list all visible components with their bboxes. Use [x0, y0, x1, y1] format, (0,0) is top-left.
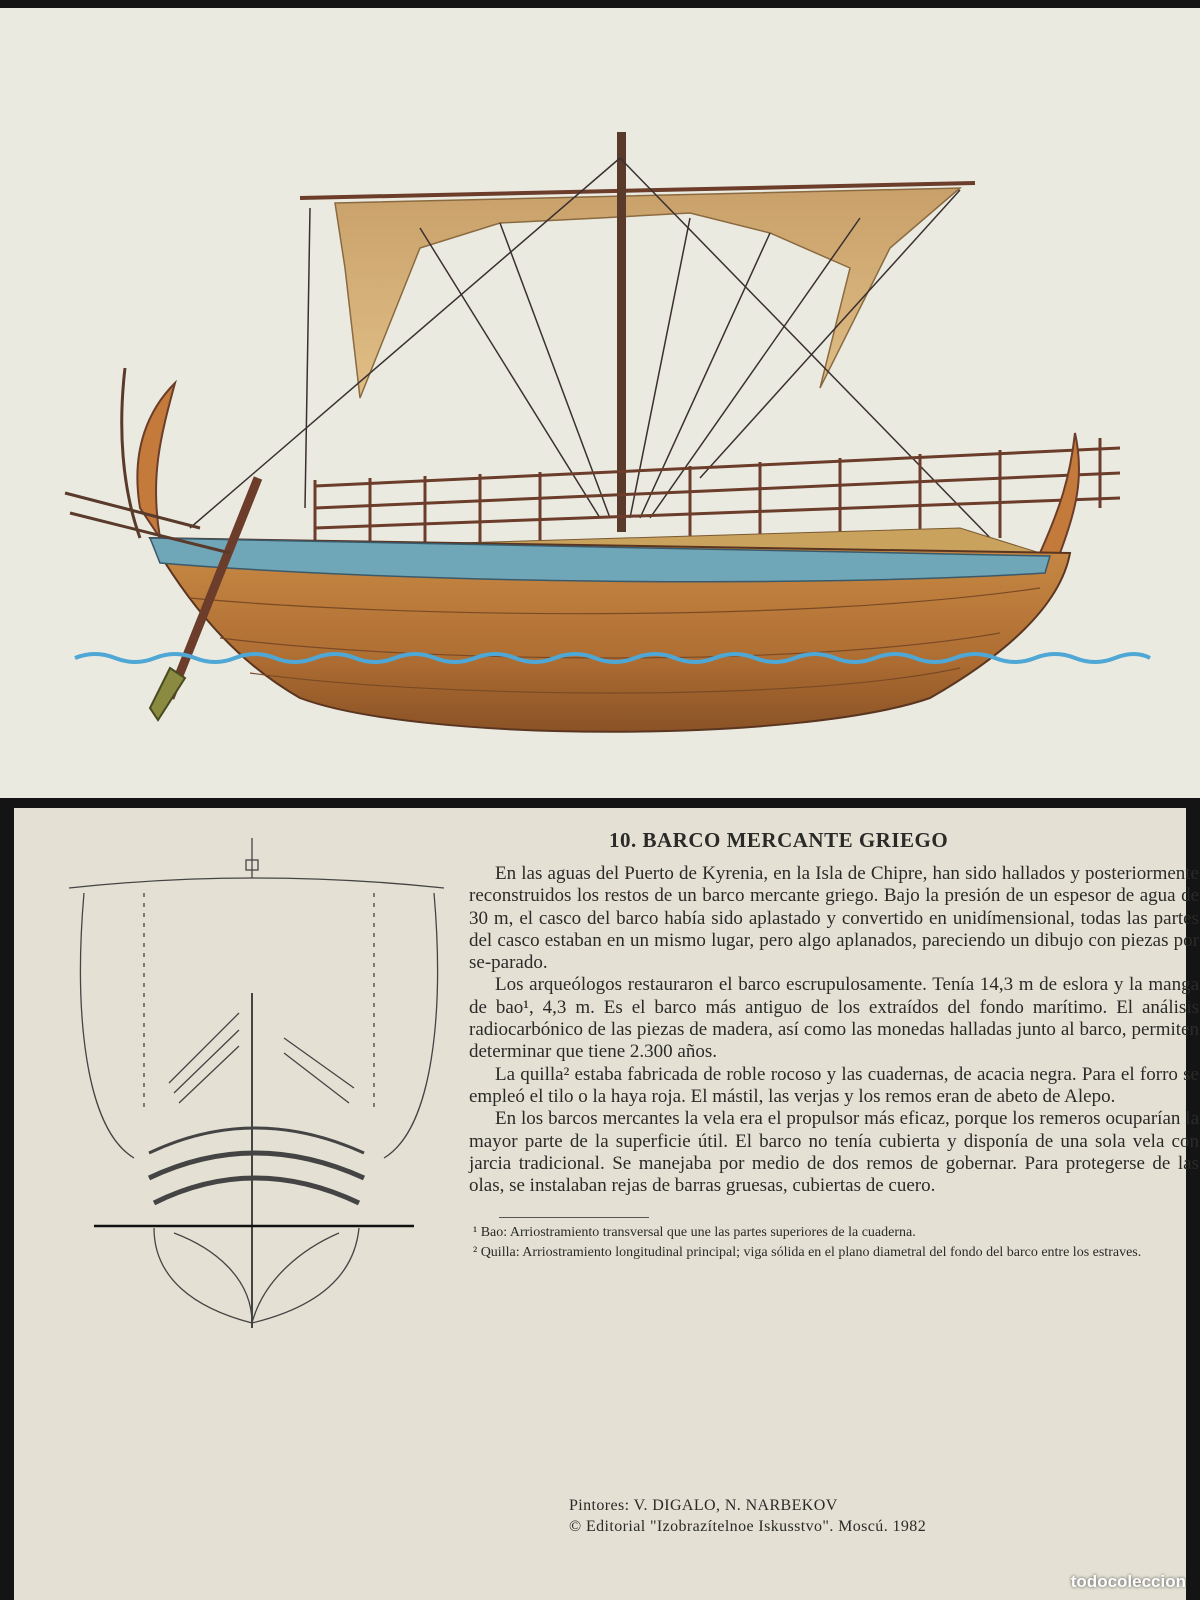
card-number: 10. — [609, 828, 637, 852]
watermark: todocoleccion — [1070, 1572, 1186, 1591]
publisher-credit: © Editorial "Izobrazítelnoe Iskusstvo". Moscú. 1982 — [569, 1518, 927, 1535]
credits — [569, 1495, 926, 1537]
painters-credit: Pintores: V. DIGALO, N. NARBEKOV — [569, 1497, 838, 1514]
paragraph-1: En las aguas del Puerto de Kyrenia, en la Isla de Chipre, han sido hallados y posteriormente reconstruidos los restos de un barco mercante griego. Bajo la presión de un espesor de agua de 30 m, el casco del barco había sido aplastado y convertido en unidímensional, todas las partes del casco estaban en un mismo lugar, pero algo aplanados, pareciendo un dibujo con piezas por se-parado. — [469, 863, 1199, 974]
illustration-card — [0, 8, 1200, 798]
footnote-2: ² Quilla: Arriostramiento longitudinal principal; viga sólida en el plano diametral del fondo del barco entre los estraves. — [473, 1245, 1142, 1261]
description-card — [14, 808, 1199, 1600]
ship-front-drawing — [14, 808, 464, 1600]
footnote-divider — [499, 1217, 649, 1218]
text-column — [469, 828, 1199, 1264]
paragraph-2: Los arqueólogos restauraron el barco escrupulosamente. Tenía 14,3 m de eslora y la manga de bao¹, 4,3 m. Es el barco más antiguo de los extraídos del fondo marítimo. El análisis radiocarbónico de las piezas de madera, así como las monedas halladas junto al barco, permiten determinar que tiene 2.300 años. — [469, 974, 1199, 1063]
paragraph-3: La quilla² estaba fabricada de roble rocoso y las cuadernas, de acacia negra. Para el forro se empleó el tilo o la haya roja. El mástil, las verjas y los remos eran de abeto de Alepo. — [469, 1063, 1199, 1107]
ship-illustration — [0, 8, 1200, 798]
footnote-1: ¹ Bao: Arriostramiento transversal que une las partes superiores de la cuaderna. — [473, 1225, 916, 1241]
card-title-text: BARCO MERCANTE GRIEGO — [642, 828, 949, 852]
card-title — [609, 828, 1199, 853]
paragraph-4: En los barcos mercantes la vela era el propulsor más eficaz, porque los remeros ocuparían la mayor parte de la superficie útil. El barco no tenía cubierta y disponía de una sola vela con jarcia tradicional. Se manejaba por medio de dos remos de gobernar. Para protegerse de las olas, se instalaban rejas de barras gruesas, cubiertas de cuero. — [469, 1108, 1199, 1197]
railing — [315, 438, 1120, 548]
